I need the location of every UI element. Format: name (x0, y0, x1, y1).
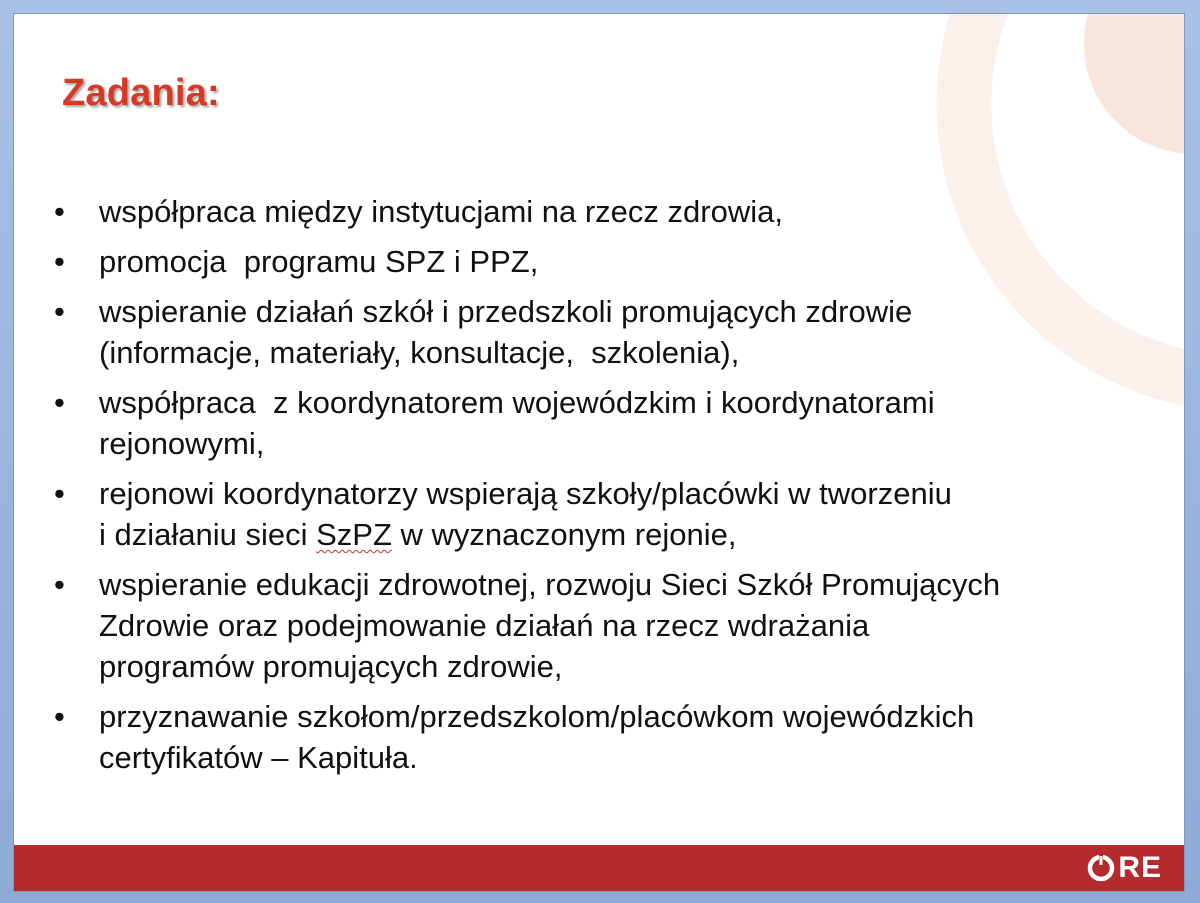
list-item-line: Zdrowie oraz podejmowanie działań na rzecz wdrażania (99, 608, 870, 643)
logo-text: RE (1118, 851, 1162, 884)
bullet-icon: • (54, 385, 65, 420)
list-item-line: certyfikatów – Kapituła. (99, 740, 418, 775)
decor-arc-inner (1084, 14, 1184, 154)
list-item (54, 241, 1164, 282)
list-item (54, 291, 1164, 373)
spellcheck-marked-word: SzPZ (316, 517, 392, 552)
list-item-line: współpraca między instytucjami na rzecz zdrowia, (99, 194, 783, 229)
list-item (54, 191, 1164, 232)
list-item-line: przyznawanie szkołom/przedszkolom/placówkom wojewódzkich (99, 699, 975, 734)
task-list (54, 191, 1164, 787)
list-item-line: wspieranie działań szkół i przedszkoli promujących zdrowie (99, 294, 913, 329)
bullet-icon: • (54, 244, 65, 279)
bullet-icon: • (54, 294, 65, 329)
list-item (54, 473, 1164, 555)
list-item-line: promocja programu SPZ i PPZ, (99, 244, 539, 279)
list-item-line: wspieranie edukacji zdrowotnej, rozwoju Sieci Szkół Promujących (99, 567, 1001, 602)
bullet-icon: • (54, 567, 65, 602)
slide-title: Zadania: (62, 72, 220, 114)
footer-band (14, 845, 1184, 891)
list-item-line: programów promujących zdrowie, (99, 649, 563, 684)
list-item-line: rejonowi koordynatorzy wspierają szkoły/placówki w tworzeniu (99, 476, 952, 511)
list-item (54, 564, 1164, 687)
slide (14, 14, 1184, 891)
list-item (54, 696, 1164, 778)
ore-logo (1086, 850, 1162, 886)
list-item-line: rejonowymi, (99, 426, 265, 461)
bullet-icon: • (54, 194, 65, 229)
list-item (54, 382, 1164, 464)
bullet-icon: • (54, 699, 65, 734)
list-item-line: (informacje, materiały, konsultacje, szkolenia), (99, 335, 740, 370)
line-text: i działaniu sieci (99, 517, 317, 552)
list-item-line (99, 514, 1164, 555)
ore-o-icon (1086, 853, 1116, 883)
line-text: w wyznaczonym rejonie, (391, 517, 737, 552)
list-item-line: współpraca z koordynatorem wojewódzkim i koordynatorami (99, 385, 935, 420)
bullet-icon: • (54, 476, 65, 511)
